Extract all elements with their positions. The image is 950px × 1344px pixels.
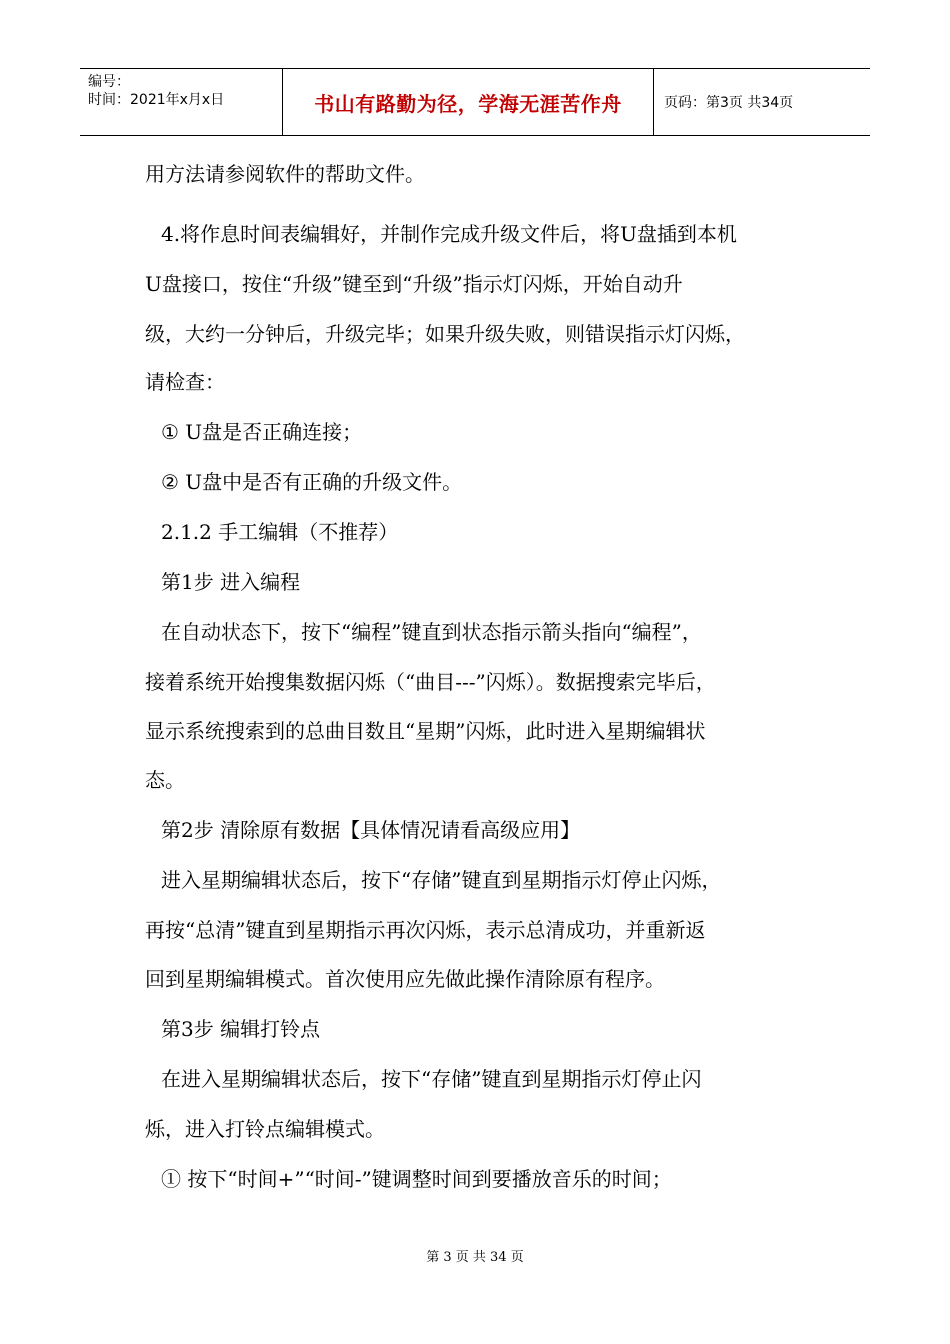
paragraph-line: U盘接口，按住“升级”键至到“升级”指示灯闪烁，开始自动升 (145, 272, 683, 296)
page-header (80, 68, 870, 136)
list-item: ② U盘中是否有正确的升级文件。 (161, 470, 463, 494)
paragraph-line: 请检查： (145, 370, 225, 394)
paragraph-line: 进入星期编辑状态后，按下“存储”键直到星期指示灯停止闪烁， (161, 868, 722, 892)
paragraph-line: 用方法请参阅软件的帮助文件。 (145, 162, 425, 186)
step-heading: 第3步 编辑打铃点 (161, 1017, 321, 1041)
list-item: ① U盘是否正确连接； (161, 420, 363, 444)
list-item: ① 按下“时间+”“时间-”键调整时间到要播放音乐的时间； (161, 1167, 672, 1191)
step-heading: 第2步 清除原有数据【具体情况请看高级应用】 (161, 818, 581, 842)
header-motto: 书山有路勤为径，学海无涯苦作舟 (283, 69, 654, 135)
page-footer: 第 3 页 共 34 页 (426, 1250, 524, 1265)
paragraph-line: 接着系统开始搜集数据闪烁（“曲目---”闪烁）。数据搜索完毕后， (145, 670, 716, 694)
paragraph-line: 在自动状态下，按下“编程”键直到状态指示箭头指向“编程”， (161, 620, 702, 644)
header-page-info: 页码：第3页 共34页 (664, 95, 794, 111)
section-heading: 2.1.2 手工编辑（不推荐） (161, 520, 399, 544)
paragraph-line: 显示系统搜索到的总曲目数且“星期”闪烁，此时进入星期编辑状 (145, 719, 706, 743)
paragraph-line: 级，大约一分钟后，升级完毕；如果升级失败，则错误指示灯闪烁， (145, 322, 745, 346)
header-date-label: 时间：2021年x月x日 (88, 92, 225, 108)
step-heading: 第1步 进入编程 (161, 570, 301, 594)
paragraph-line: 再按“总清”键直到星期指示再次闪烁，表示总清成功，并重新返 (145, 918, 706, 942)
paragraph-line: 烁，进入打铃点编辑模式。 (145, 1117, 385, 1141)
paragraph-line: 在进入星期编辑状态后，按下“存储”键直到星期指示灯停止闪 (161, 1067, 702, 1091)
paragraph-line: 4.将作息时间表编辑好，并制作完成升级文件后，将U盘插到本机 (161, 222, 737, 246)
header-id-label: 编号： (88, 74, 130, 90)
paragraph-line: 态。 (145, 768, 185, 792)
paragraph-line: 回到星期编辑模式。首次使用应先做此操作清除原有程序。 (145, 967, 665, 991)
header-meta (80, 69, 283, 135)
